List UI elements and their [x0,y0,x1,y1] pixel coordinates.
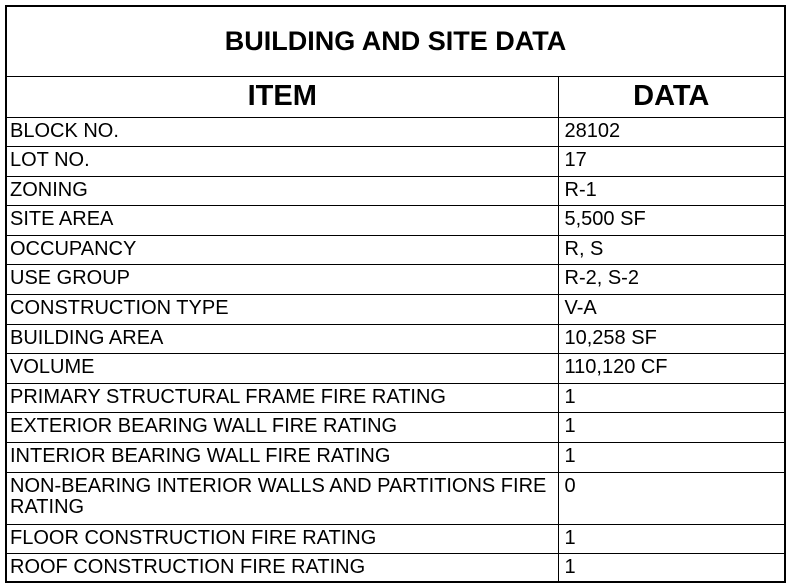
item-cell: USE GROUP [7,265,558,295]
data-column-header: DATA [558,77,784,117]
item-cell: SITE AREA [7,206,558,236]
data-cell: V-A [558,295,784,325]
table-row [7,117,784,147]
data-cell: R-2, S-2 [558,265,784,295]
item-cell: FLOOR CONSTRUCTION FIRE RATING [7,524,558,554]
data-cell: 10,258 SF [558,324,784,354]
item-cell: BLOCK NO. [7,117,558,147]
header-row [7,77,784,117]
data-cell: 1 [558,524,784,554]
data-grid [7,77,784,583]
data-cell: 110,120 CF [558,354,784,384]
data-cell: 17 [558,147,784,177]
table-row [7,413,784,443]
table-row [7,472,784,524]
data-cell: 1 [558,383,784,413]
data-cell: 5,500 SF [558,206,784,236]
item-cell: OCCUPANCY [7,235,558,265]
table-row [7,383,784,413]
table-row [7,176,784,206]
item-column-header: ITEM [7,77,558,117]
item-cell: EXTERIOR BEARING WALL FIRE RATING [7,413,558,443]
table-row [7,524,784,554]
data-cell: 1 [564,556,576,579]
item-cell: LOT NO. [7,147,558,177]
item-cell: BUILDING AREA [7,324,558,354]
table-row [7,235,784,265]
table-row [7,324,784,354]
item-cell: ROOF CONSTRUCTION FIRE RATING [7,554,558,584]
table-row [7,295,784,325]
data-cell: 1 [558,443,784,473]
table-title: BUILDING AND SITE DATA [7,7,784,77]
table-row [7,265,784,295]
data-cell: R-1 [558,176,784,206]
table-row [7,443,784,473]
item-cell: NON-BEARING INTERIOR WALLS AND PARTITIONS FIRE RATING [7,472,558,524]
table-row [7,354,784,384]
data-cell: 1 [558,413,784,443]
item-cell: INTERIOR BEARING WALL FIRE RATING [7,443,558,473]
item-cell: PRIMARY STRUCTURAL FRAME FIRE RATING [7,383,558,413]
data-cell: R, S [558,235,784,265]
data-cell: 28102 [558,117,784,147]
building-site-data-table [5,5,786,583]
table-row [7,206,784,236]
table-row [7,554,784,584]
item-cell: CONSTRUCTION TYPE [7,295,558,325]
item-cell: ZONING [7,176,558,206]
item-cell: VOLUME [7,354,558,384]
table-row [7,147,784,177]
data-cell: 0 [558,472,784,524]
